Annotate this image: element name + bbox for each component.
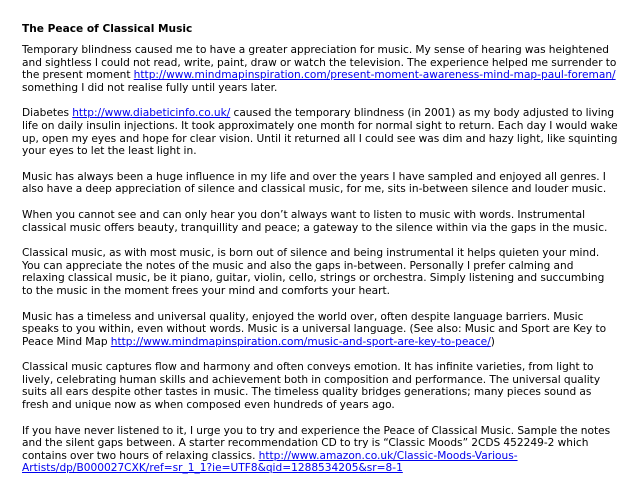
paragraph-5 [22,247,618,297]
present-moment-link[interactable]: http://www.mindmapinspiration.com/present-moment-awareness-mind-map-paul-foreman/ [133,69,616,82]
paragraph-text: If you have never listened to it, I urge you to try and experience the Peace of Classical Music. Sample the notes and the silent gaps between. A starter recommendation CD to try is “Classic Moods” 2CDS 452249-2 which contains over two hours of relaxing classics. [22,424,611,462]
paragraph-3 [22,171,618,196]
paragraph-1 [22,44,618,94]
paragraph-7 [22,361,618,411]
paragraph-6 [22,311,618,349]
music-sport-peace-link[interactable]: http://www.mindmapinspiration.com/music-and-sport-are-key-to-peace/ [110,335,491,348]
paragraph-text: Diabetes [22,107,73,120]
paragraph-text: When you cannot see and can only hear you don’t always want to listen to music with words. Instrumental classical music offers beauty, tranquillity and peace; a gateway to the silence within via the gaps in the music. [22,208,608,234]
paragraph-text: Temporary blindness caused me to have a greater appreciation for music. My sense of hearing was heightened and sightless I could not read, write, paint, draw or watch the television. The experience helped me surrender to the present moment [22,44,617,82]
paragraph-4 [22,209,618,234]
document-title: The Peace of Classical Music [22,23,193,35]
paragraph-text: Music has a timeless and universal quality, enjoyed the world over, often despite language barriers. Music speaks to you within, even without words. Music is a universal language. (See also: Music and Sport are Key to Peace Mind Map [22,310,607,348]
amazon-classic-moods-link[interactable]: http://www.amazon.co.uk/Classic-Moods-Various-Artists/dp/B000027CXK/ref=sr_1_1?ie=UTF8&qid=1288534205&sr=8-1 [22,449,518,475]
paragraph-8 [22,425,618,475]
paragraph-text: caused the temporary blindness (in 2001) as my body adjusted to living life on daily insulin injections. It took approximately one month for normal sight to return. Each day I would wake up, open my eyes and hope for clear vision. Until it returned all I could see was dim and hazy light, like squinting your eyes to let the least light in. [22,107,618,158]
paragraph-text: Classical music, as with most music, is born out of silence and being instrumental it helps quieten your mind. You can appreciate the notes of the music and also the gaps in-between. Personally I prefer calming and relaxing classical music, be it piano, guitar, violin, cello, strings or orchestra. Simply listening and succumbing to the music in the moment frees your mind and comforts your heart. [22,247,605,297]
paragraph-2 [22,107,618,157]
paragraph-text: ) [490,335,495,348]
diabetes-info-link[interactable]: http://www.diabeticinfo.co.uk/ [72,107,231,120]
paragraph-text: something I did not realise fully until years later. [22,81,278,94]
document-page [22,23,618,488]
paragraph-text: Music has always been a huge influence in my life and over the years I have sampled and enjoyed all genres. I also have a deep appreciation of silence and classical music, for me, sits in-between silence and louder music. [22,170,607,196]
paragraph-text: Classical music captures flow and harmony and often conveys emotion. It has infinite varieties, from light to lively, celebrating human skills and achievement both in composition and performance. The universal quality suits all ears despite other tastes in music. The timeless quality bridges generations; many pieces sound as fresh and unique now as when composed even hundreds of years ago. [22,361,601,412]
